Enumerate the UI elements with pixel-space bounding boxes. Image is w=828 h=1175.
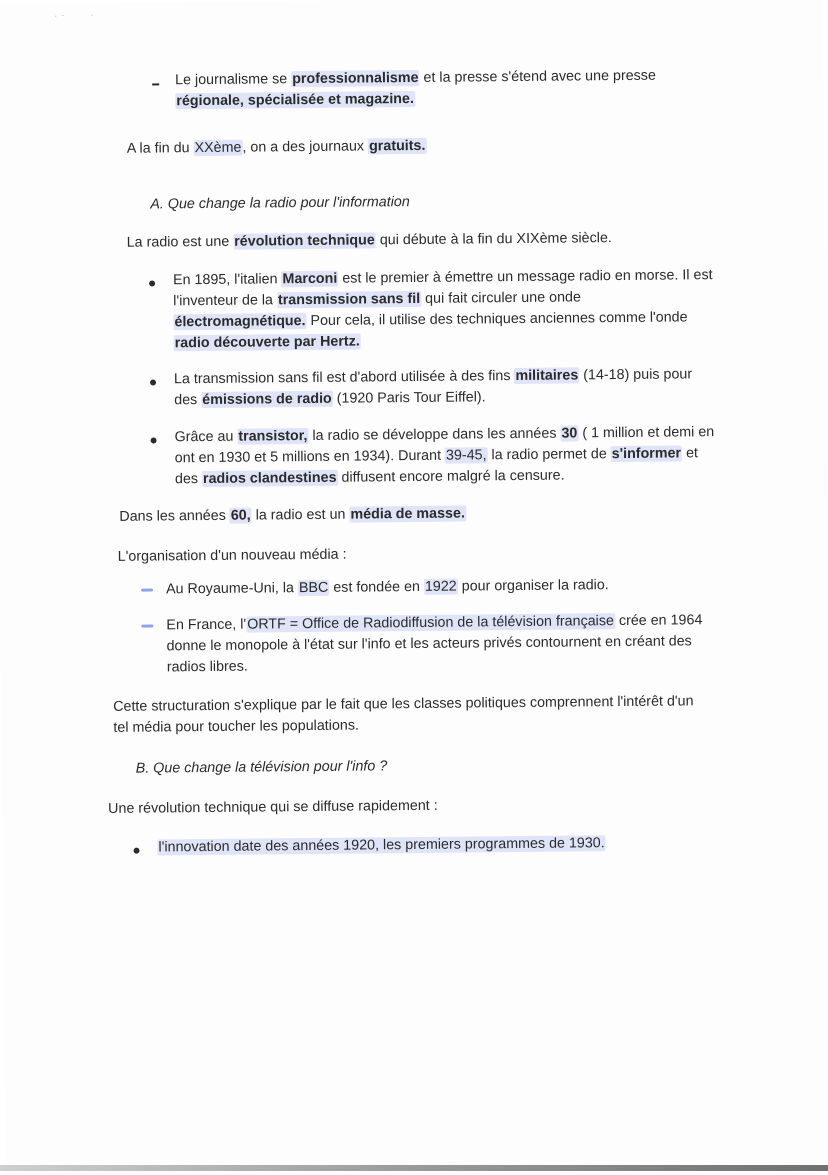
- scan-specks: · ‧ ‧: [54, 11, 94, 21]
- highlight: transmission sans fil: [277, 290, 421, 309]
- highlight: révolution technique: [234, 232, 375, 250]
- text-line: des radios clandestines diffusent encore malgré la censure.: [174, 467, 565, 488]
- highlight: 30: [561, 425, 578, 442]
- text-line: La transmission sans fil est d'abord utilisée à des fins militaires (14-18) puis pour: [173, 366, 693, 388]
- text-line: [175, 89, 415, 111]
- bullet-dot: [151, 437, 157, 443]
- text-line: électromagnétique. Pour cela, il utilise des techniques anciennes comme l'onde: [174, 309, 688, 331]
- highlight: ORTF = Office de Radiodiffusion de la télévision française: [247, 613, 615, 633]
- text-line: Le journalisme se professionnalisme et la presse s'étend avec une presse: [175, 67, 656, 89]
- text-line: Grâce au transistor, la radio se développe dans les années 30 ( 1 million et demi en: [174, 424, 715, 446]
- highlight: électromagnétique.: [174, 313, 306, 331]
- highlight: radios clandestines: [202, 469, 337, 488]
- text-line: radios libres.: [166, 658, 248, 676]
- highlight: régionale, spécialisée et magazine.: [176, 90, 415, 110]
- highlight: émissions de radio: [202, 390, 332, 409]
- scan-edge: [0, 1165, 828, 1171]
- text-line: tel média pour toucher les populations.: [113, 717, 360, 736]
- text-line: En France, l'ORTF = Office de Radiodiffusion de la télévision française crée en 1964: [166, 612, 703, 634]
- highlight: 1922: [424, 578, 457, 595]
- text-line: l'inventeur de la transmission sans fil qui fait circuler une onde: [173, 289, 581, 310]
- highlight: 60,: [230, 507, 251, 524]
- text-line: A la fin du XXème, on a des journaux gratuits.: [126, 137, 426, 157]
- text-line: [157, 833, 605, 857]
- text-line: Dans les années 60, la radio est un média de masse.: [119, 505, 465, 525]
- text-line: Cette structuration s'explique par le fait que les classes politiques comprennent l'intérêt d'un: [113, 693, 694, 715]
- highlight: l'innovation date des années 1920, les premiers programmes de 1930.: [158, 835, 605, 856]
- text-line: Au Royaume-Uni, la BBC est fondée en 1922 pour organiser la radio.: [165, 577, 609, 598]
- dash-bullet: [141, 625, 153, 628]
- highlight: transistor,: [238, 428, 308, 445]
- highlight: gratuits.: [368, 137, 426, 155]
- bullet-dot: [134, 848, 140, 854]
- highlight: professionnalisme: [292, 69, 419, 88]
- highlight: média de masse.: [350, 505, 465, 523]
- highlight: BBC: [298, 579, 329, 597]
- highlight: 39-45,: [445, 447, 487, 464]
- text-line: Une révolution technique qui se diffuse rapidement :: [108, 797, 438, 817]
- highlight: Marconi: [282, 270, 338, 288]
- highlight: radio découverte par Hertz.: [174, 333, 360, 352]
- text-line: La radio est une révolution technique qui débute à la fin du XIXème siècle.: [126, 230, 612, 251]
- highlight: XXème: [194, 139, 242, 157]
- text-line: [174, 332, 361, 354]
- text-line: des émissions de radio (1920 Paris Tour Eiffel).: [174, 389, 486, 409]
- section-heading-b: B. Que change la télévision pour l'info ?: [135, 758, 388, 777]
- bullet-dot: [150, 379, 156, 385]
- text-line: L'organisation d'un nouveau média :: [117, 546, 347, 565]
- dash-bullet: [152, 83, 159, 85]
- section-heading-a: A. Que change la radio pour l'information: [150, 194, 410, 213]
- text-line: En 1895, l'italien Marconi est le premier à émettre un message radio en morse. Il est: [172, 267, 713, 289]
- text-line: donne le monopole à l'état sur l'info et les acteurs privés contournent en créant des: [166, 633, 692, 655]
- highlight: s'informer: [611, 445, 682, 463]
- dash-bullet: [141, 589, 153, 592]
- bullet-dot: [149, 280, 155, 286]
- text-line: ont en 1930 et 5 millions en 1934). Durant 39-45, la radio permet de s'informer et: [174, 445, 699, 467]
- highlight: militaires: [515, 367, 579, 385]
